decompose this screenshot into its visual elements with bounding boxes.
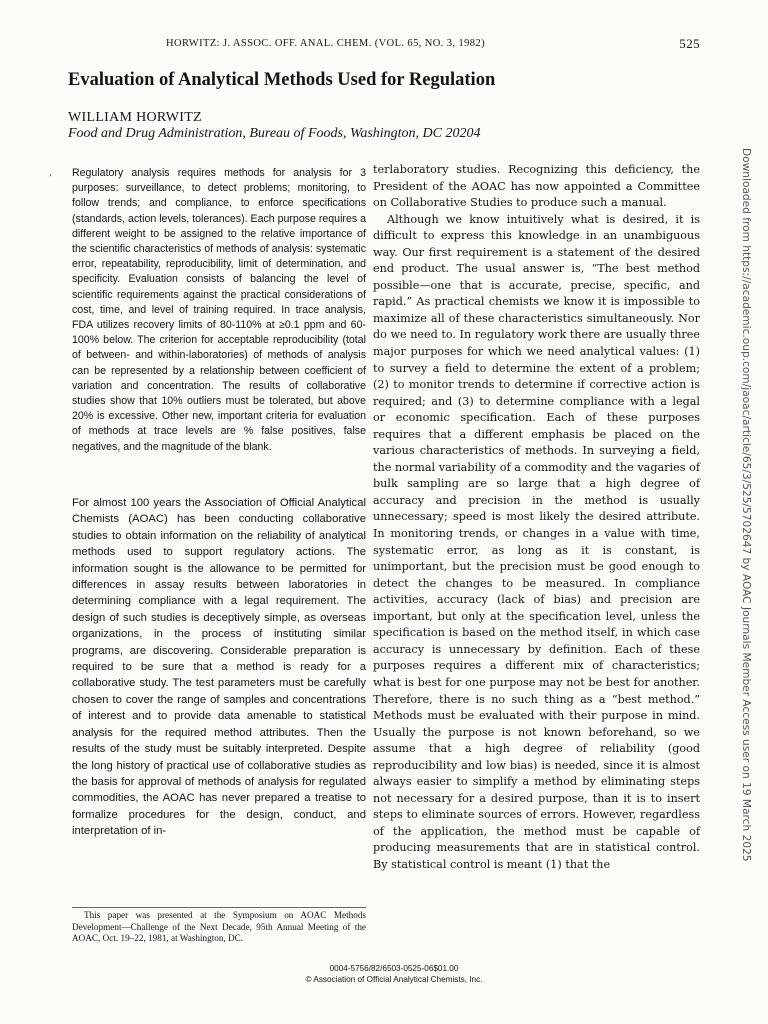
article-title: Evaluation of Analytical Methods Used for Regulation bbox=[68, 70, 496, 90]
body-column-right bbox=[373, 162, 700, 874]
abstract-text: Regulatory analysis requires methods for analysis for 3 purposes: surveillance, to detect problems; monitoring, to follow trends; and compliance, to enforce specifications (standards, action levels, tolerances). Each purpose requires a different weight to be assigned to the relative importance of the scientific characteristics of methods of analysis: systematic error, repeatability, reproducibility, limit of determination, and specificity. Evaluation consists of balancing the level of scientific requirements against the practical considerations of cost, time, and level of training required. In trace analysis, FDA utilizes recovery limits of 80-110% at ≥0.1 ppm and 60-100% below. The criterion for acceptable reproducibility (total of between- and within-laboratories) of methods of analysis can be represented by a relationship between coefficient of variation and concentration. The results of collaborative studies show that 10% outliers must be tolerated, but above 20% is excessive. Other new, important criteria for evaluation of methods at trace levels are % false positives, false negatives, and the magnitude of the blank. bbox=[72, 167, 366, 453]
author-name: WILLIAM HORWITZ bbox=[68, 110, 202, 125]
download-watermark bbox=[738, 148, 758, 878]
author-affiliation: Food and Drug Administration, Bureau of Foods, Washington, DC 20204 bbox=[68, 126, 481, 141]
running-header bbox=[0, 38, 768, 52]
body-paragraph: Although we know intuitively what is desired, it is difficult to express this knowledge in an unambiguous way. Our first requirement is a statement of the desired end product. The usual answer is, “The best method possible—one that is accurate, precise, specific, and rapid.” As practical chemists we know it is impossible to maximize all of these characteristics simultaneously. Nor do we need to. In regulatory work there are usually three major purposes for which we need analytical values: (1) to survey a field to determine the extent of a problem; (2) to monitor trends to determine if corrective action is required; and (3) to determine compliance with a legal or economic specification. Each of these purposes requires that a different emphasis be placed on the various characteristics of methods. In surveying a field, the normal variability of a commodity and the vagaries of bulk sampling are so large that a high degree of accuracy and precision in the method is usually unnecessary; speed is most likely the desired attribute. In monitoring trends, or changes in a value with time, systematic error, as long as it is constant, is unimportant, but the precision must be good enough to detect the changes to be measured. In compliance activities, accuracy (lack of bias) and precision are important, but only at the specification level, unless the specification is based on the method itself, in which case accuracy is unnecessary by definition. Each of these purposes requires a different mix of characteristics; what is best for one purpose may not be best for another. Therefore, there is no such thing as a “best method.” Methods must be evaluated with their purpose in mind. Usually the purpose is not known beforehand, so we assume that a high degree of reliability (good reproducibility and low bias) is needed, since it is almost always easier to simplify a method by eliminating steps not necessary for a desired purpose, than it is to insert steps to eliminate sources of errors. However, regardless of the application, the method must be capable of producing measurements that are in statistical control. By statistical control is meant (1) that the bbox=[373, 212, 700, 871]
margin-mark: ’ bbox=[49, 174, 52, 184]
abstract bbox=[72, 166, 366, 455]
publication-code: 0004-5756/82/6503-0525-06$01.00 bbox=[329, 964, 459, 973]
footnote-text: This paper was presented at the Symposium on AOAC Methods Development—Challenge of the Next Decade, 95th Annual Meeting of the AOAC, Oct. 19–22, 1981, at Washington, DC. bbox=[72, 910, 366, 943]
body-paragraph: For almost 100 years the Association of Official Analytical Chemists (AOAC) has been conducting collaborative studies to obtain information on the reliability of analytical methods used to support regulatory actions. The information sought is the allowance to be permitted for differences in assay results between laboratories in determining compliance with a legal requirement. The design of such studies is deceptively simple, as overseas organizations, in the process of instituting similar programs, are discovering. Considerable preparation is required to be sure that a method is ready for a collaborative study. The test parameters must be carefully chosen to cover the range of samples and concentrations of interest and to provide data amenable to statistical analysis for the required method attributes. Then the results of the study must be suitably interpreted. Despite the long history of practical use of collaborative studies as the basis for approval of methods of analysis for regulated commodities, the AOAC has never prepared a treatise to formalize procedures for the design, conduct, and interpretation of in- bbox=[72, 497, 366, 838]
body-paragraph: terlaboratory studies. Recognizing this deficiency, the President of the AOAC has now appointed a Committee on Collaborative Studies to produce such a manual. bbox=[373, 163, 700, 210]
copyright-notice: © Association of Official Analytical Chemists, Inc. bbox=[305, 975, 483, 984]
journal-citation: HORWITZ: J. ASSOC. OFF. ANAL. CHEM. (VOL. 65, NO. 3, 1982) bbox=[166, 38, 485, 49]
download-note: Downloaded from https://academic.oup.com/jaoac/article/65/3/525/5702647 by AOAC Journals Member Access user on 19 March 2025 bbox=[740, 148, 752, 862]
page-footer bbox=[0, 963, 768, 985]
body-column-left bbox=[72, 495, 366, 840]
footnote bbox=[72, 907, 366, 945]
page-number: 525 bbox=[679, 36, 700, 51]
